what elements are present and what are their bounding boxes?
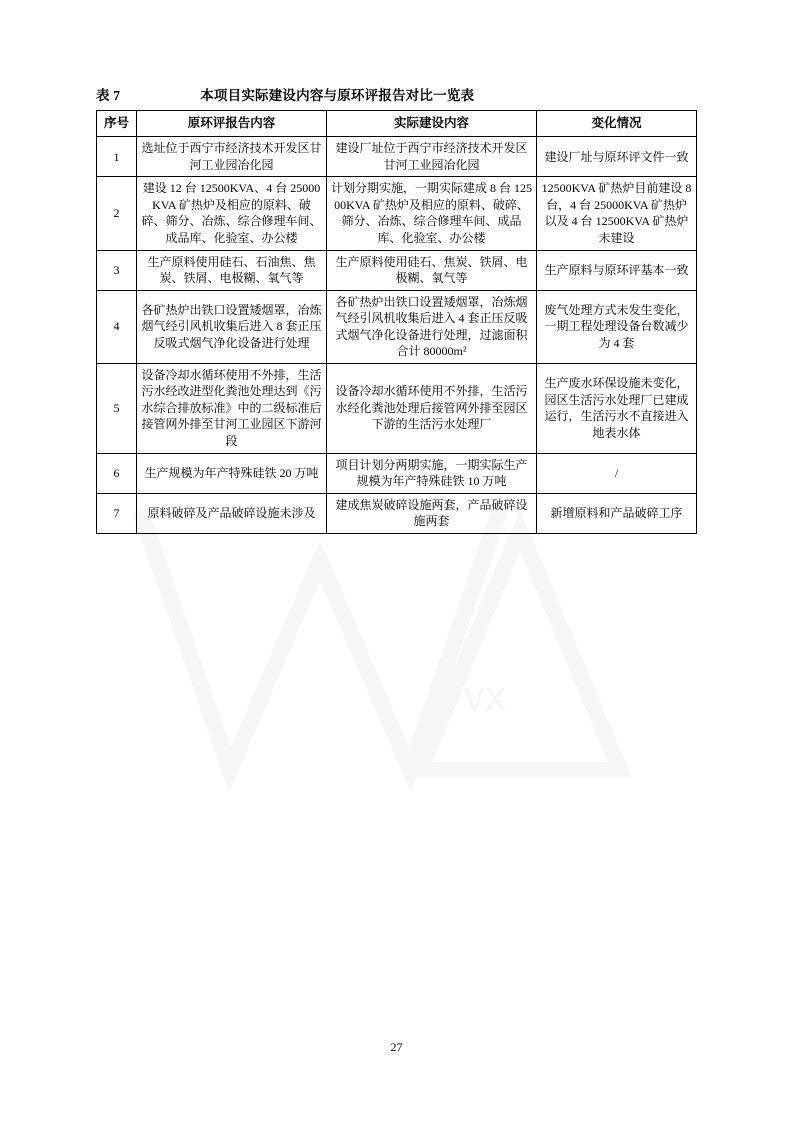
cell-original: 原料破碎及产品破碎设施未涉及 <box>137 493 327 533</box>
cell-original: 选址位于西宁市经济技术开发区甘河工业园冶化园 <box>137 137 327 177</box>
cell-original: 生产规模为年产特殊硅铁 20 万吨 <box>137 453 327 493</box>
cell-actual: 计划分期实施，一期实际建成 8 台 12500KVA 矿热炉及相应的原料、破碎、筛分、冶炼、综合修理车间、成品库、化验室、办公楼 <box>327 177 537 250</box>
cell-change: 新增原料和产品破碎工序 <box>537 493 697 533</box>
cell-index: 4 <box>97 290 137 363</box>
table-caption <box>96 84 696 104</box>
table-header-row <box>97 111 697 137</box>
cell-original: 设备冷却水循环使用不外排，生活污水经改进型化粪池处理达到《污水综合排放标准》中的二级标准后接管网外排至甘河工业园区下游河段 <box>137 363 327 453</box>
cell-change: 生产废水环保设施未变化，园区生活污水处理厂已建成运行，生活污水不直接进入地表水体 <box>537 363 697 453</box>
cell-original: 各矿热炉出铁口设置矮烟罩，冶炼烟气经引风机收集后进入 8 套正压反吸式烟气净化设备进行处理 <box>137 290 327 363</box>
table-caption-text: 本项目实际建设内容与原环评报告对比一览表 <box>200 88 475 103</box>
cell-actual: 设备冷却水循环使用不外排，生活污水经化粪池处理后接管网外排至园区下游的生活污水处理厂 <box>327 363 537 453</box>
comparison-table <box>96 110 697 534</box>
cell-index: 3 <box>97 250 137 290</box>
cell-index: 1 <box>97 137 137 177</box>
cell-index: 5 <box>97 363 137 453</box>
cell-original: 建设 12 台 12500KVA、4 台 25000KVA 矿热炉及相应的原料、破碎、筛分、冶炼、综合修理车间、成品库、化验室、办公楼 <box>137 177 327 250</box>
cell-actual: 生产原料使用硅石、焦炭、铁屑、电极糊、氧气等 <box>327 250 537 290</box>
cell-index: 2 <box>97 177 137 250</box>
cell-index: 6 <box>97 453 137 493</box>
page-number: 27 <box>390 1040 403 1054</box>
cell-change: 12500KVA 矿热炉目前建设 8 台，4 台 25000KVA 矿热炉以及 4 台 12500KVA 矿热炉未建设 <box>537 177 697 250</box>
table-row <box>97 363 697 453</box>
column-header-original: 原环评报告内容 <box>137 111 327 137</box>
cell-actual: 建成焦炭破碎设施两套，产品破碎设施两套 <box>327 493 537 533</box>
cell-change: / <box>537 453 697 493</box>
cell-change: 废气处理方式未发生变化，一期工程处理设备台数减少为 4 套 <box>537 290 697 363</box>
cell-original: 生产原料使用硅石、石油焦、焦炭、铁屑、电极糊、氧气等 <box>137 250 327 290</box>
table-row <box>97 493 697 533</box>
column-header-change: 变化情况 <box>537 111 697 137</box>
table-row <box>97 453 697 493</box>
cell-change: 生产原料与原环评基本一致 <box>537 250 697 290</box>
column-header-index: 序号 <box>97 111 137 137</box>
cell-actual: 项目计划分两期实施，一期实际生产规模为年产特殊硅铁 10 万吨 <box>327 453 537 493</box>
table-row <box>97 137 697 177</box>
table-caption-label: 表 7 <box>96 88 121 103</box>
table-row <box>97 177 697 250</box>
comparison-table-block <box>96 84 696 534</box>
cell-actual: 各矿热炉出铁口设置矮烟罩，冶炼烟气经引风机收集后进入 4 套正压反吸式烟气净化设备进行处理，过滤面积合计 80000m² <box>327 290 537 363</box>
column-header-actual: 实际建设内容 <box>327 111 537 137</box>
table-row <box>97 290 697 363</box>
cell-change: 建设厂址与原环评文件一致 <box>537 137 697 177</box>
table-row <box>97 250 697 290</box>
cell-actual: 建设厂址位于西宁市经济技术开发区甘河工业园冶化园 <box>327 137 537 177</box>
cell-index: 7 <box>97 493 137 533</box>
svg-text:·vx: ·vx <box>450 672 506 719</box>
